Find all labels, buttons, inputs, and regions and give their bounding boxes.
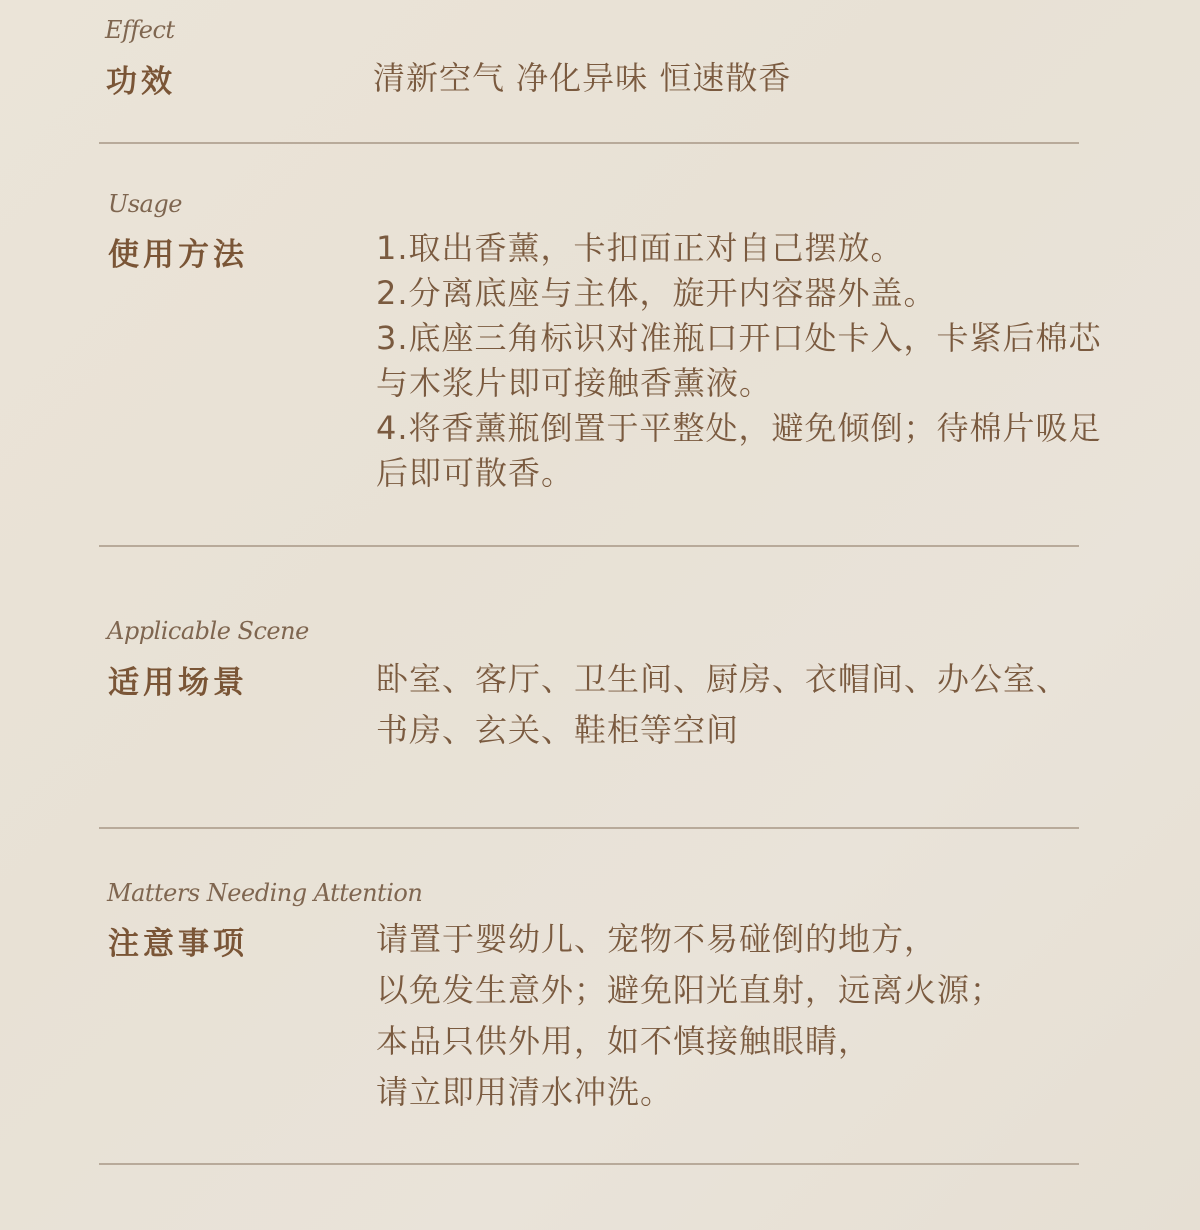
scene-line: 书房、玄关、鞋柜等空间	[376, 711, 740, 749]
usage-line: 4.将香薰瓶倒置于平整处，避免倾倒；待棉片吸足	[376, 409, 1102, 447]
usage-content	[376, 226, 1102, 496]
divider	[99, 142, 1079, 144]
usage-line: 2.分离底座与主体，旋开内容器外盖。	[376, 274, 937, 312]
usage-en-label: Usage	[108, 190, 182, 218]
effect-en-label: Effect	[105, 16, 175, 44]
usage-line: 与木浆片即可接触香薰液。	[376, 364, 773, 402]
scene-content	[376, 654, 1069, 756]
effect-cn-label: 功效	[106, 64, 176, 100]
attention-line: 以免发生意外；避免阳光直射，远离火源；	[376, 971, 1004, 1009]
usage-line: 1.取出香薰，卡扣面正对自己摆放。	[376, 229, 904, 267]
divider	[99, 545, 1079, 547]
divider	[99, 1163, 1079, 1165]
attention-line: 本品只供外用，如不慎接触眼睛，	[376, 1022, 872, 1060]
scene-line: 卧室、客厅、卫生间、厨房、衣帽间、办公室、	[376, 660, 1070, 698]
usage-cn-label: 使用方法	[108, 237, 248, 273]
attention-en-label: Matters Needing Attention	[107, 879, 423, 907]
scene-en-label: Applicable Scene	[107, 617, 309, 645]
effect-line: 清新空气 净化异味 恒速散香	[373, 59, 792, 97]
effect-content	[373, 56, 791, 100]
scene-cn-label: 适用场景	[108, 665, 248, 701]
attention-cn-label: 注意事项	[108, 926, 248, 962]
attention-content	[376, 914, 1003, 1118]
usage-line: 3.底座三角标识对准瓶口开口处卡入，卡紧后棉芯	[376, 319, 1102, 357]
usage-line: 后即可散香。	[376, 454, 575, 492]
divider	[99, 827, 1079, 829]
attention-line: 请立即用清水冲洗。	[376, 1073, 674, 1111]
attention-line: 请置于婴幼儿、宠物不易碰倒的地方，	[376, 920, 938, 958]
